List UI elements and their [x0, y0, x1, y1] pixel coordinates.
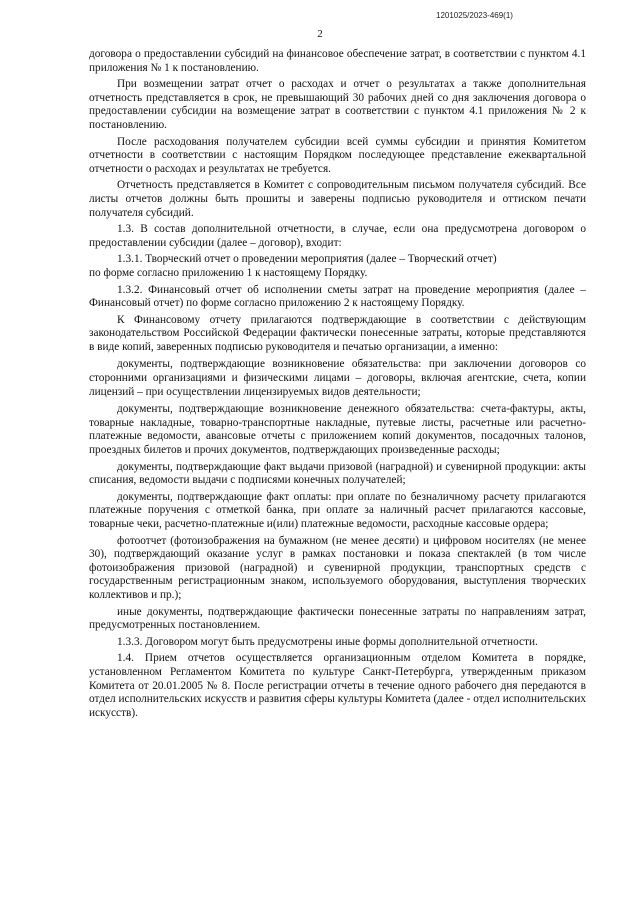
paragraph-after-spending: После расходования получателем субсидии всей суммы субсидии и принятия Комитетом отчетности в соответствии с настоящим Порядком последующее представление ежеквартальной отчетности о расходах и результатах не требуется. [89, 135, 586, 175]
paragraph-1-4: 1.4. Прием отчетов осуществляется организационным отделом Комитета в порядке, установленном Регламентом Комитета по культуре Санкт-Петербурга, утвержденным приказом Комитета от 20.01.2005 № 8. После регистрации отчеты в течение одного рабочего дня передаются в отдел исполнительских искусств и развития сферы культуры Комитета (далее - отдел исполнительских искусств). [89, 652, 586, 719]
list-item-other-docs: иные документы, подтверждающие фактически понесенные затраты по направлениям затрат, предусмотренных постановлением. [89, 605, 586, 632]
paragraph-1-3: 1.3. В состав дополнительной отчетности, в случае, если она предусмотрена договором о предоставлении субсидии (далее – договор), входит: [89, 223, 586, 249]
paragraph-1-3-1: 1.3.1. Творческий отчет о проведении мероприятия (далее – Творческий отчет) [117, 253, 497, 266]
document-id: 1201025/2023-469(1) [436, 11, 513, 20]
paragraph-attachments: К Финансовому отчету прилагаются подтверждающие в соответствии с действующим законодательством Российской Федерации фактически понесенные затраты, которые представляются в виде копий, заверенных подписью руководителя и печатью организации, а именно: [89, 313, 586, 353]
page-number: 2 [317, 28, 323, 40]
list-item-photo-report: фотоотчет (фотоизображения на бумажном (не менее десяти) и цифровом носителях (не менее 30), подтверждающий оказание услуг в рамках постановки и показа спектаклей (в том числе фотоизображения призовой (наградной) и сувенирной продукции, транспортных средств с государственным регистрационным знаком, используемого оборудования, выступления творческих коллективов и пр.); [89, 534, 586, 601]
list-item-prize-docs: документы, подтверждающие факт выдачи призовой (наградной) и сувенирной продукции: акты списания, ведомости выдачи с подписями конечных получателей; [89, 460, 586, 487]
list-item-monetary-docs: документы, подтверждающие возникновение денежного обязательства: счета-фактуры, акты, товарные накладные, товарно-транспортные накладные, путевые листы, расчетные или расчетно-платежные ведомости, авансовые отчеты с приложением копий документов, посадочных талонов, проездных билетов и прочих документов, подтверждающих произведенные расходы; [89, 403, 586, 457]
list-item-obligation-docs: документы, подтверждающие возникновение обязательства: при заключении договоров со сторонними организациями и физическими лицами – договоры, включая агентские, счета, копии лицензий – при осуществлении лицензируемых видов деятельности; [89, 358, 586, 398]
paragraph-1-3-2: 1.3.2. Финансовый отчет об исполнении сметы затрат на проведение мероприятия (далее – Финансовый отчет) по форме согласно приложению 2 к настоящему Порядку. [89, 283, 586, 310]
paragraph-1-3-3: 1.3.3. Договором могут быть предусмотрены иные формы дополнительной отчетности. [117, 635, 538, 648]
document-body [89, 48, 586, 723]
paragraph-reimbursement: При возмещении затрат отчет о расходах и отчет о результатах а также дополнительная отчетность представляется в срок, не превышающий 30 рабочих дней со дня заключения договора о предоставлении субсидии на возмещение затрат в соответствии с пунктом 4.1 приложения № 2 к постановлению. [89, 78, 586, 131]
paragraph-1-3-1-form: по форме согласно приложению 1 к настоящему Порядку. [89, 266, 368, 279]
paragraph-contract-continuation: договора о предоставлении субсидий на финансовое обеспечение затрат, в соответствии с пунктом 4.1 приложения № 1 к постановлению. [89, 48, 586, 74]
list-item-payment-docs: документы, подтверждающие факт оплаты: при оплате по безналичному расчету прилагаются платежные поручения с отметкой банка, при оплате за наличный расчет прилагаются кассовые, товарные чеки, расчетно-платежные и(или) платежные ведомости, расходные кассовые ордера; [89, 490, 586, 530]
paragraph-submission: Отчетность представляется в Комитет с сопроводительным письмом получателя субсидий. Все листы отчетов должны быть прошиты и заверены подписью руководителя и оттиском печати получателя субсидий. [89, 179, 586, 219]
